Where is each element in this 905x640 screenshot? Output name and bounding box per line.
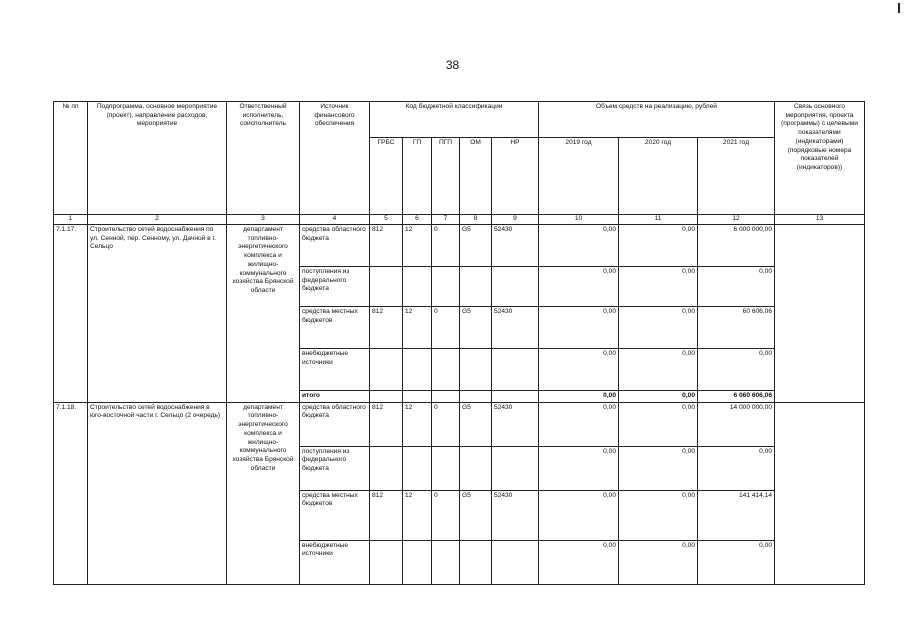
value-2021: 0,00 [698,446,775,490]
col-number: 3 [227,215,300,225]
col-number: 7 [432,215,460,225]
header-grbs: ГРБС [370,138,403,215]
col-number: 9 [492,215,539,225]
value-2020: 0,00 [619,446,698,490]
header-pgp: ПГП [432,138,460,215]
program-text: Строительство сетей водоснабжения по ул. Сенной, пер. Сенному, ул. Дачной в г. Сельцо [88,225,227,403]
header-link: Связь основного мероприятия, проекта (программы) с целевыми показателями (индикаторами) (порядковые номера показателей (индикаторов)) [775,102,865,215]
value-2019: 0,00 [539,446,619,490]
source-cell: средства местных бюджетов [300,490,370,540]
gp-cell [403,349,432,391]
table-row [54,225,865,267]
header-volume: Объем средств на реализацию, рублей [539,102,775,138]
np-cell: 52430 [492,490,539,540]
row-number: 7.1.17. [54,225,88,403]
value-2020: 0,00 [619,402,698,446]
value-2021: 0,00 [698,349,775,391]
total-2020: 0,00 [619,391,698,403]
pgp-cell: 0 [432,225,460,267]
value-2020: 0,00 [619,225,698,267]
link-cell [775,402,865,584]
grbs-cell [370,446,403,490]
header-2019: 2019 год [539,138,619,215]
np-cell [492,391,539,403]
source-cell: внебюджетные источники [300,349,370,391]
value-2021: 0,00 [698,540,775,584]
column-number-row [54,215,865,225]
om-cell [460,349,492,391]
pgp-cell [432,446,460,490]
pgp-cell [432,267,460,307]
value-2020: 0,00 [619,490,698,540]
col-number: 12 [698,215,775,225]
value-2021: 0,00 [698,267,775,307]
grbs-cell: 812 [370,307,403,349]
header-program: Подпрограмма, основное мероприятие (проект), направление расходов, мероприятие [88,102,227,215]
om-cell: G5 [460,307,492,349]
col-number: 11 [619,215,698,225]
grbs-cell [370,391,403,403]
total-2019: 0,00 [539,391,619,403]
pgp-cell: 0 [432,402,460,446]
gp-cell: 12 [403,307,432,349]
value-2021: 141 414,14 [698,490,775,540]
gp-cell: 12 [403,225,432,267]
value-2020: 0,00 [619,349,698,391]
col-number: 10 [539,215,619,225]
source-cell: средства областного бюджета [300,225,370,267]
value-2019: 0,00 [539,307,619,349]
responsible-text: департамент топливно-энергетического комплекса и жилищно-коммунального хозяйства Брянской области [227,402,300,584]
header-2020: 2020 год [619,138,698,215]
pgp-cell: 0 [432,490,460,540]
program-text: Строительство сетей водоснабжения в юго-восточной части г. Сельцо (2 очередь) [88,402,227,584]
source-cell: внебюджетные источники [300,540,370,584]
gp-cell [403,446,432,490]
np-cell [492,349,539,391]
pgp-cell [432,540,460,584]
om-cell [460,267,492,307]
np-cell: 52430 [492,402,539,446]
np-cell [492,446,539,490]
source-cell: средства областного бюджета [300,402,370,446]
value-2019: 0,00 [539,349,619,391]
grbs-cell: 812 [370,490,403,540]
header-responsible: Ответственный исполнитель, соисполнитель [227,102,300,215]
total-label: итого [300,391,370,403]
header-source: Источник финансового обеспечения [300,102,370,215]
grbs-cell: 812 [370,225,403,267]
om-cell [460,391,492,403]
value-2021: 6 000 000,00 [698,225,775,267]
header-2021: 2021 год [698,138,775,215]
value-2019: 0,00 [539,490,619,540]
col-number: 8 [460,215,492,225]
value-2020: 0,00 [619,540,698,584]
gp-cell [403,267,432,307]
om-cell: G5 [460,402,492,446]
budget-table [53,101,865,585]
header-gp: ГП [403,138,432,215]
table-row [54,402,865,446]
gp-cell: 12 [403,402,432,446]
header-kbk: Код бюджетной классификации [370,102,539,138]
page-number: 38 [445,58,460,72]
om-cell: G5 [460,225,492,267]
responsible-text: департамент топливно-энергетического комплекса и жилищно-коммунального хозяйства Брянской области [227,225,300,403]
source-cell: поступления из федерального бюджета [300,446,370,490]
header-om: ОМ [460,138,492,215]
header-num: № пп [54,102,88,215]
value-2019: 0,00 [539,225,619,267]
corner-mark [898,3,900,13]
col-number: 4 [300,215,370,225]
np-cell: 52430 [492,225,539,267]
value-2019: 0,00 [539,267,619,307]
gp-cell [403,540,432,584]
gp-cell: 12 [403,490,432,540]
source-cell: средства местных бюджетов [300,307,370,349]
np-cell: 52430 [492,307,539,349]
col-number: 6 [403,215,432,225]
link-cell [775,225,865,403]
col-number: 2 [88,215,227,225]
header-np: НР [492,138,539,215]
value-2019: 0,00 [539,402,619,446]
np-cell [492,267,539,307]
om-cell [460,540,492,584]
pgp-cell [432,349,460,391]
total-2021: 6 060 606,06 [698,391,775,403]
col-number: 13 [775,215,865,225]
row-number: 7.1.18. [54,402,88,584]
pgp-cell [432,391,460,403]
gp-cell [403,391,432,403]
np-cell [492,540,539,584]
grbs-cell [370,267,403,307]
value-2020: 0,00 [619,267,698,307]
value-2021: 14 000 000,00 [698,402,775,446]
value-2021: 60 606,06 [698,307,775,349]
grbs-cell [370,349,403,391]
value-2019: 0,00 [539,540,619,584]
col-number: 5 [370,215,403,225]
grbs-cell: 812 [370,402,403,446]
header-row-1 [54,102,865,138]
source-cell: поступления из федерального бюджета [300,267,370,307]
grbs-cell [370,540,403,584]
col-number: 1 [54,215,88,225]
value-2020: 0,00 [619,307,698,349]
om-cell [460,446,492,490]
pgp-cell: 0 [432,307,460,349]
om-cell: G5 [460,490,492,540]
